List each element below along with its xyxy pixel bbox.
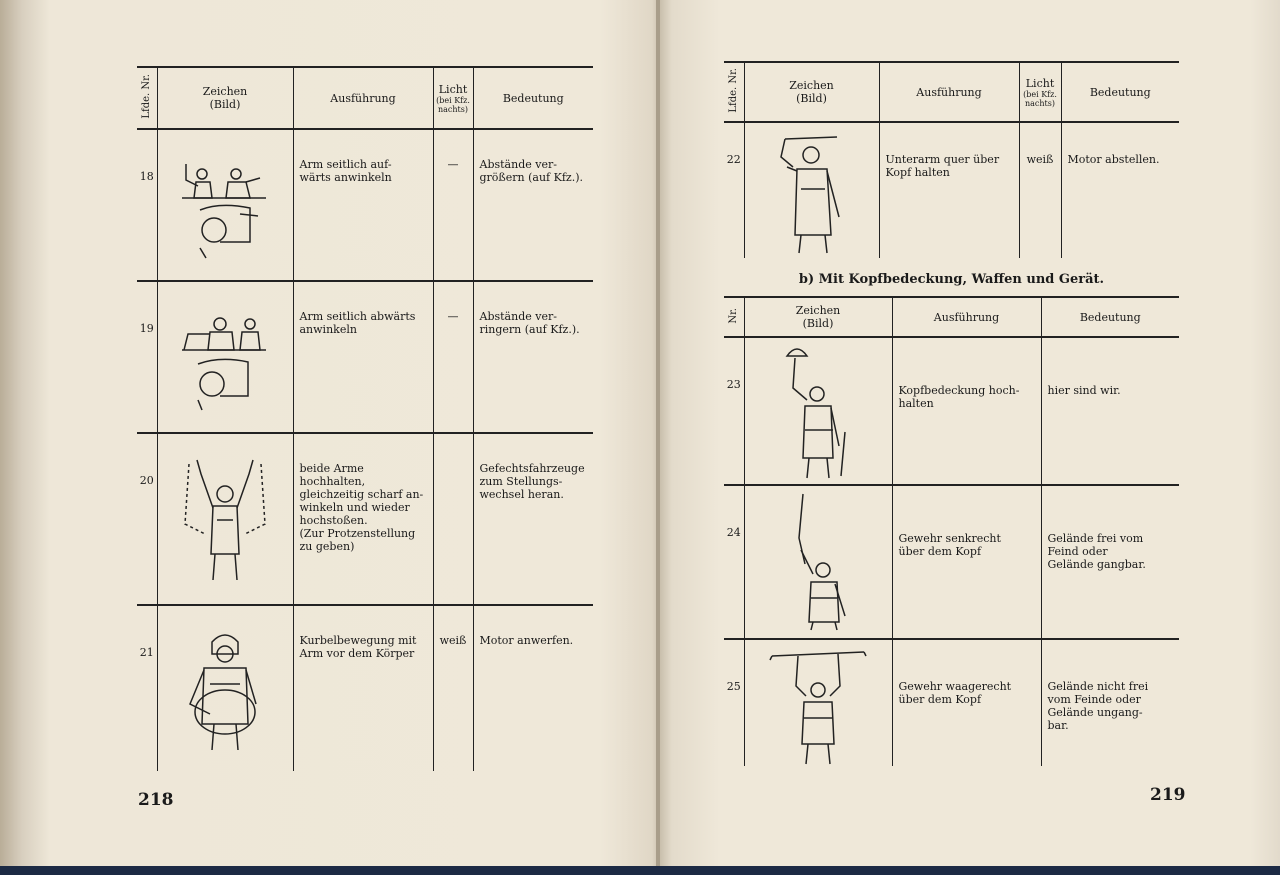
right-signal-table-a bbox=[724, 61, 1179, 258]
bedeutung-cell: hier sind wir. bbox=[1041, 337, 1179, 485]
signal-figure bbox=[744, 337, 892, 485]
bedeutung-cell: Motor abstellen. bbox=[1061, 122, 1179, 258]
header-bedeutung: Bedeutung bbox=[1041, 297, 1179, 337]
soldier-both-arms-illustration bbox=[175, 454, 275, 584]
table-row bbox=[724, 639, 1179, 766]
licht-cell: weiß bbox=[433, 605, 473, 771]
section-subheading: b) Mit Kopfbedeckung, Waffen und Gerät. bbox=[798, 272, 1105, 287]
row-number: 21 bbox=[137, 605, 157, 771]
header-zeichen: Zeichen (Bild) bbox=[744, 297, 892, 337]
ausfuehrung-cell: Unterarm quer über Kopf halten bbox=[879, 122, 1019, 258]
ausfuehrung-cell: Kopfbedeckung hoch- halten bbox=[892, 337, 1041, 485]
header-zeichen: Zeichen (Bild) bbox=[157, 67, 293, 129]
truck-arm-down-illustration bbox=[180, 304, 270, 414]
header-zeichen: Zeichen (Bild) bbox=[744, 62, 879, 122]
signal-figure bbox=[744, 485, 892, 639]
bedeutung-cell: Abstände ver- ringern (auf Kfz.). bbox=[473, 281, 593, 433]
bedeutung-cell: Gelände nicht frei vom Feinde oder Gelände ungang- bar. bbox=[1041, 639, 1179, 766]
table-row bbox=[137, 281, 593, 433]
page-number-left: 218 bbox=[138, 790, 174, 810]
header-ausfuehrung: Ausführung bbox=[892, 297, 1041, 337]
page-number-right: 219 bbox=[1150, 785, 1186, 805]
table-row bbox=[137, 605, 593, 771]
header-ausfuehrung: Ausführung bbox=[879, 62, 1019, 122]
licht-cell: weiß bbox=[1019, 122, 1061, 258]
header-ausfuehrung: Ausführung bbox=[293, 67, 433, 129]
table-row bbox=[724, 337, 1179, 485]
table-row bbox=[724, 122, 1179, 258]
bedeutung-cell: Abstände ver- größern (auf Kfz.). bbox=[473, 129, 593, 281]
header-nr: Lfde. Nr. bbox=[724, 62, 744, 122]
row-number: 20 bbox=[137, 433, 157, 605]
signal-figure bbox=[744, 122, 879, 258]
ausfuehrung-cell: Arm seitlich auf- wärts anwinkeln bbox=[293, 129, 433, 281]
ausfuehrung-cell: Gewehr senkrecht über dem Kopf bbox=[892, 485, 1041, 639]
left-signal-table bbox=[137, 66, 593, 771]
signal-figure bbox=[157, 433, 293, 605]
header-licht: Licht (bei Kfz. nachts) bbox=[433, 67, 473, 129]
table-header-row bbox=[724, 62, 1179, 122]
table-row bbox=[724, 485, 1179, 639]
ausfuehrung-cell: Gewehr waagerecht über dem Kopf bbox=[892, 639, 1041, 766]
header-nr: Lfde. Nr. bbox=[137, 67, 157, 129]
bedeutung-cell: Gelände frei vom Feind oder Gelände gangbar. bbox=[1041, 485, 1179, 639]
ausfuehrung-cell: Kurbelbewegung mit Arm vor dem Körper bbox=[293, 605, 433, 771]
row-number: 18 bbox=[137, 129, 157, 281]
soldier-crank-illustration bbox=[180, 624, 270, 754]
soldier-rifle-horizontal-illustration bbox=[768, 644, 868, 766]
signal-figure bbox=[157, 129, 293, 281]
soldier-helmet-raised-illustration bbox=[773, 342, 863, 480]
licht-cell: — bbox=[433, 281, 473, 433]
licht-cell: — bbox=[433, 129, 473, 281]
header-bedeutung: Bedeutung bbox=[473, 67, 593, 129]
signal-figure bbox=[744, 639, 892, 766]
soldier-forearm-over-head-illustration bbox=[767, 127, 857, 255]
signal-figure bbox=[157, 605, 293, 771]
ausfuehrung-cell: beide Arme hochhalten, gleichzeitig scharf an- winkeln und wieder hochstoßen. (Zur Protzenstellung zu geben) bbox=[293, 433, 433, 605]
row-number: 19 bbox=[137, 281, 157, 433]
soldier-rifle-vertical-illustration bbox=[773, 490, 863, 632]
header-licht: Licht (bei Kfz. nachts) bbox=[1019, 62, 1061, 122]
right-signal-table-b bbox=[724, 296, 1179, 766]
bedeutung-cell: Gefechtsfahrzeuge zum Stellungs- wechsel heran. bbox=[473, 433, 593, 605]
table-row bbox=[137, 129, 593, 281]
row-number: 24 bbox=[724, 485, 744, 639]
truck-arm-up-illustration bbox=[180, 152, 270, 262]
signal-figure bbox=[157, 281, 293, 433]
header-nr: Nr. bbox=[724, 297, 744, 337]
bedeutung-cell: Motor anwerfen. bbox=[473, 605, 593, 771]
ausfuehrung-cell: Arm seitlich abwärts anwinkeln bbox=[293, 281, 433, 433]
row-number: 25 bbox=[724, 639, 744, 766]
licht-cell bbox=[433, 433, 473, 605]
row-number: 22 bbox=[724, 122, 744, 258]
table-header-row bbox=[137, 67, 593, 129]
header-bedeutung: Bedeutung bbox=[1061, 62, 1179, 122]
row-number: 23 bbox=[724, 337, 744, 485]
table-header-row bbox=[724, 297, 1179, 337]
table-row bbox=[137, 433, 593, 605]
